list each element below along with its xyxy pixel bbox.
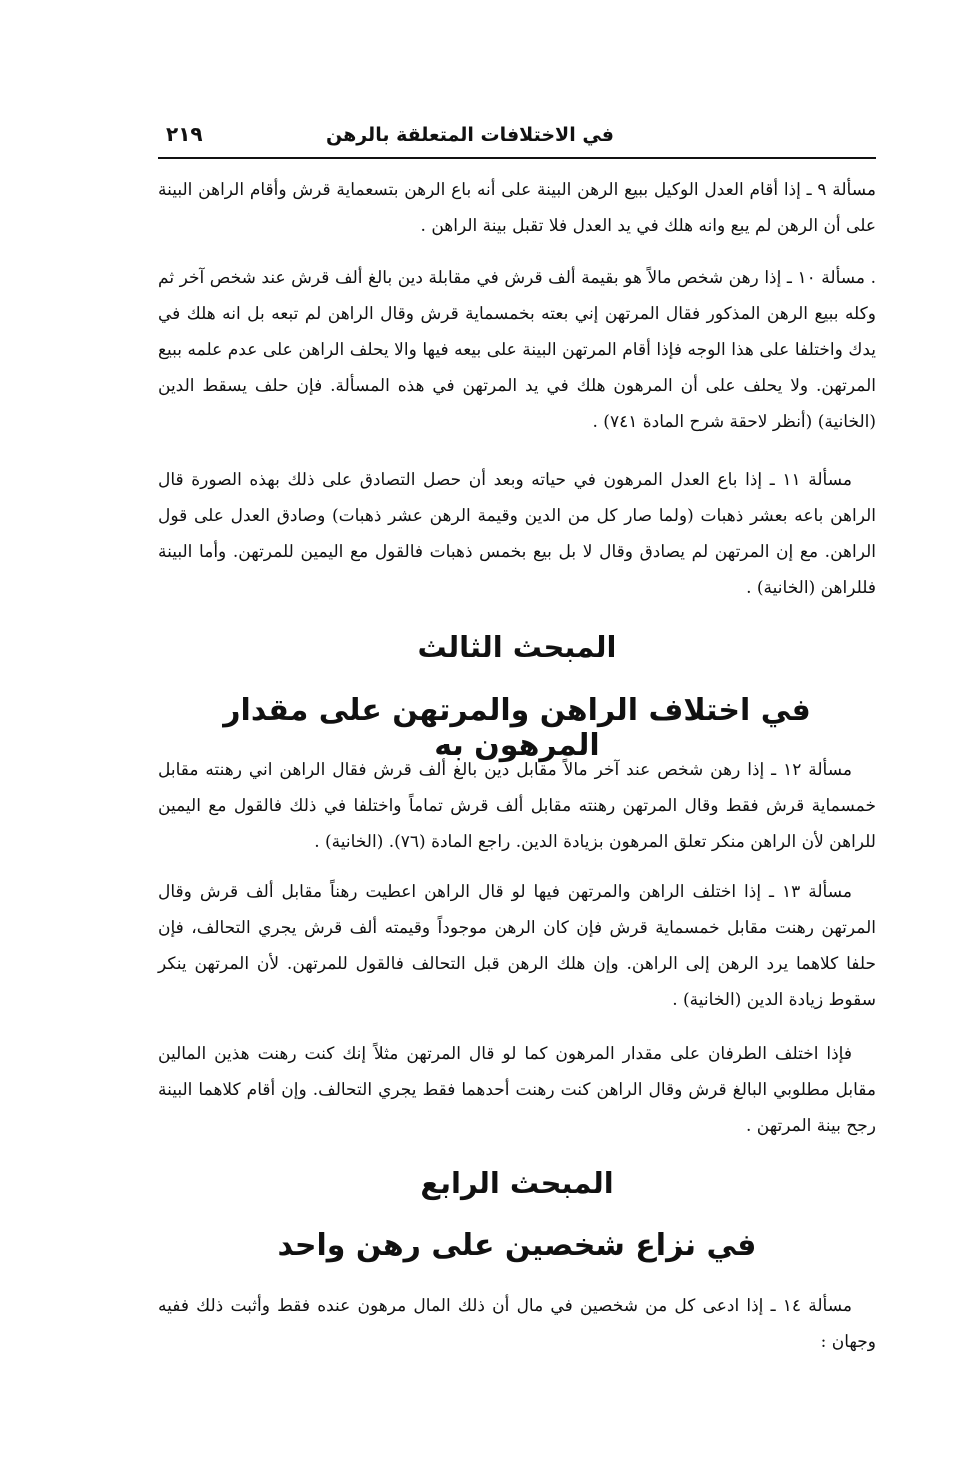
paragraph-dispute-amount: فإذا اختلف الطرفان على مقدار المرهون كما لو قال المرتهن مثلاً إنك كنت رهنت هذين المالين مقابل مطلوبي البالغ قرش وقال الراهن كنت رهنت أحدهما فقط يجري التحالف. وإن أقام كلاهما البينة رجح بينة المرتهن . bbox=[158, 1044, 876, 1136]
paragraph-mas-14: مسألة ١٤ ـ إذا ادعى كل من شخصين في مال أن ذلك المال مرهون عنده فقط وأثبت ذلك ففيه وجهان : bbox=[158, 1296, 876, 1352]
paragraph-mas-13: مسألة ١٣ ـ إذا اختلف الراهن والمرتهن فيها لو قال الراهن اعطيت رهناً مقابل ألف قرش وقال المرتهن رهنت مقابل خمسماية قرش فإن كان الرهن موجوداً وقيمته ألف قرش يجري التحالف، فإن حلفا كلاهما يرد الرهن إلى الراهن. وإن هلك الرهن قبل التحالف فالقول للمرتهن. لأن المرتهن ينكر سقوط زيادة الدين (الخانية) . bbox=[158, 882, 876, 1010]
paragraph-mas-9: مسألة ٩ ـ إذا أقام العدل الوكيل ببيع الرهن البينة على أنه باع الرهن بتسعماية قرش وأقام الراهن البينة على أن الرهن لم يبع وانه هلك في يد العدل فلا تقبل بينة الراهن . bbox=[158, 180, 876, 236]
paragraph-mas-11: مسألة ١١ ـ إذا باع العدل المرهون في حياته وبعد أن حصل التصادق على ذلك بهذه الصورة قال الراهن باعه بعشر ذهبات (ولما صار كل من الدين وقيمة الرهن عشر ذهبات) وصادق العدل على قول الراهن. مع إن المرتهن لم يصادق وقال لا بل بيع بخمس ذهبات فالقول مع اليمين للمرتهن. وأما البينة فللراهن (الخانية) . bbox=[158, 470, 876, 598]
section-4-subtitle: في نزاع شخصين على رهن واحد bbox=[277, 1228, 757, 1263]
paragraph-mas-10: . مسألة ١٠ ـ إذا رهن شخص مالاً هو بقيمة ألف قرش في مقابلة دين بالغ ألف قرش عند شخص آخر ثم وكله ببيع الرهن المذكور فقال المرتهن إني بعته بخمسماية قرش وقال الراهن لم تبعه بل انه هلك في يدك واختلفا على هذا الوجه فإذا أقام المرتهن البينة على بيعه فيها والا يحلف الراهن على عدم علمه ببيع المرتهن. ولا يحلف على أن المرهون هلك في يد المرتهن في هذه المسألة. فإن حلف يسقط الدين (الخانية) (أنظر لاحقة شرح المادة ٧٤١) . bbox=[158, 268, 876, 432]
running-header-title: في الاختلافات المتعلقة بالرهن bbox=[325, 124, 614, 146]
section-3-subtitle: في اختلاف الراهن والمرتهن على مقدار المرهون به bbox=[223, 693, 811, 763]
paragraph-mas-12: مسألة ١٢ ـ إذا رهن شخص عند آخر مالاً مقابل دين بالغ ألف قرش فقال الراهن اني رهنته مقابل خمسماية قرش فقط وقال المرتهن رهنته مقابل ألف قرش تماماً واختلفا في ذلك فالقول مع اليمين للراهن لأن الراهن منكر تعلق المرهون بزيادة الدين. راجع المادة (٧٦). (الخانية) . bbox=[158, 760, 877, 852]
section-3-title: المبحث الثالث bbox=[417, 630, 617, 664]
running-header bbox=[158, 120, 876, 158]
page-number: ٢١٩ bbox=[166, 122, 203, 146]
header-rule bbox=[158, 157, 876, 159]
section-4-title: المبحث الرابع bbox=[420, 1166, 614, 1200]
